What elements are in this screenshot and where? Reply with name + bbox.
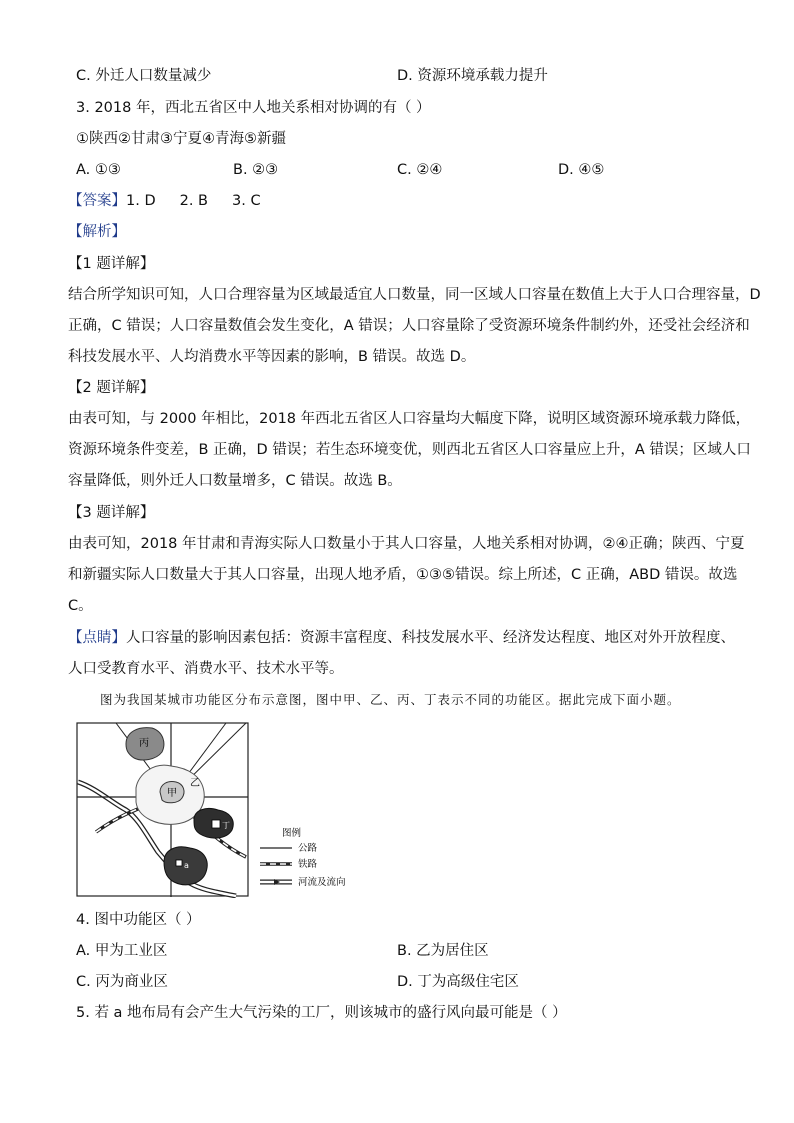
detail1-line: 正确，C 错误；人口容量数值会发生变化，A 错误；人口容量除了受资源环境条件制约外，还受社会经济和 [68, 318, 750, 334]
detail2-tag: 【2 题详解】 [68, 380, 155, 396]
detail1-line: 科技发展水平、人均消费水平等因素的影响，B 错误。故选 D。 [68, 349, 476, 365]
q2-option-d: D. 资源环境承载力提升 [397, 68, 548, 84]
detail3-line: 由表可知，2018 年甘肃和青海实际人口数量小于其人口容量，人地关系相对协调，②④正确；陕西、宁夏 [68, 536, 745, 552]
q3-option-c: C. ②④ [397, 162, 443, 178]
q2-option-c: C. 外迁人口数量减少 [76, 68, 212, 84]
detail3-tag: 【3 题详解】 [68, 505, 155, 521]
q4-option-d: D. 丁为高级住宅区 [397, 974, 519, 990]
q3-option-d: D. ④⑤ [558, 162, 605, 178]
point-line [68, 628, 735, 648]
q3-option-b: B. ②③ [233, 162, 279, 178]
detail1-tag: 【1 题详解】 [68, 256, 155, 272]
factory-icon [176, 860, 182, 866]
answer-item: 1. D [126, 193, 156, 209]
point-text: 人口容量的影响因素包括：资源丰富程度、科技发展水平、经济发达程度、地区对外开放程度、 [126, 630, 735, 646]
legend-rail: 铁路 [298, 859, 318, 870]
label-bing: 丙 [139, 738, 149, 749]
legend-road: 公路 [298, 843, 318, 854]
q4-stem: 4. 图中功能区（ ） [76, 912, 201, 928]
q3-choices: ①陕西②甘肃③宁夏④青海⑤新疆 [76, 131, 286, 147]
q3-option-a: A. ①③ [76, 162, 121, 178]
point-line: 人口受教育水平、消费水平、技术水平等。 [68, 661, 344, 677]
figure-caption: 图为我国某城市功能区分布示意图，图中甲、乙、丙、丁表示不同的功能区。据此完成下面小题。 [100, 692, 681, 707]
q5-stem: 5. 若 a 地布局有会产生大气污染的工厂，则该城市的盛行风向最可能是（ ） [76, 1005, 567, 1021]
legend-river: 河流及流向 [298, 877, 346, 888]
point-tag: 【点睛】 [68, 630, 126, 646]
detail2-line: 容量降低，则外迁人口数量增多，C 错误。故选 B。 [68, 473, 402, 489]
city-function-map [76, 722, 376, 898]
answer-item: 3. C [232, 193, 261, 209]
detail2-line: 由表可知，与 2000 年相比，2018 年西北五省区人口容量均大幅度下降，说明区域资源环境承载力降低， [68, 411, 751, 427]
detail2-line: 资源环境条件变差，B 正确，D 错误；若生态环境变优，则西北五省区人口容量应上升，A 错误；区域人口 [68, 442, 751, 458]
answer-tag: 【答案】 [68, 193, 126, 209]
label-jia: 甲 [167, 788, 177, 799]
building-icon [212, 820, 220, 828]
legend-title: 图例 [282, 828, 302, 839]
answer-item: 2. B [179, 193, 209, 209]
q4-option-a: A. 甲为工业区 [76, 943, 168, 959]
answer-line [68, 191, 261, 211]
detail3-line: C。 [68, 598, 93, 614]
label-ding: 丁 [222, 821, 230, 830]
analysis-tag: 【解析】 [68, 224, 126, 240]
label-a: a [184, 861, 189, 870]
detail3-line: 和新疆实际人口数量大于其人口容量，出现人地矛盾，①③⑤错误。综上所述，C 正确，ABD 错误。故选 [68, 567, 738, 583]
label-yi: 乙 [190, 778, 200, 789]
detail1-line: 结合所学知识可知，人口合理容量为区域最适宜人口数量，同一区域人口容量在数值上大于人口合理容量，D [68, 287, 761, 303]
q4-option-c: C. 丙为商业区 [76, 974, 168, 990]
q3-stem: 3. 2018 年，西北五省区中人地关系相对协调的有（ ） [76, 100, 431, 116]
q4-option-b: B. 乙为居住区 [397, 943, 489, 959]
